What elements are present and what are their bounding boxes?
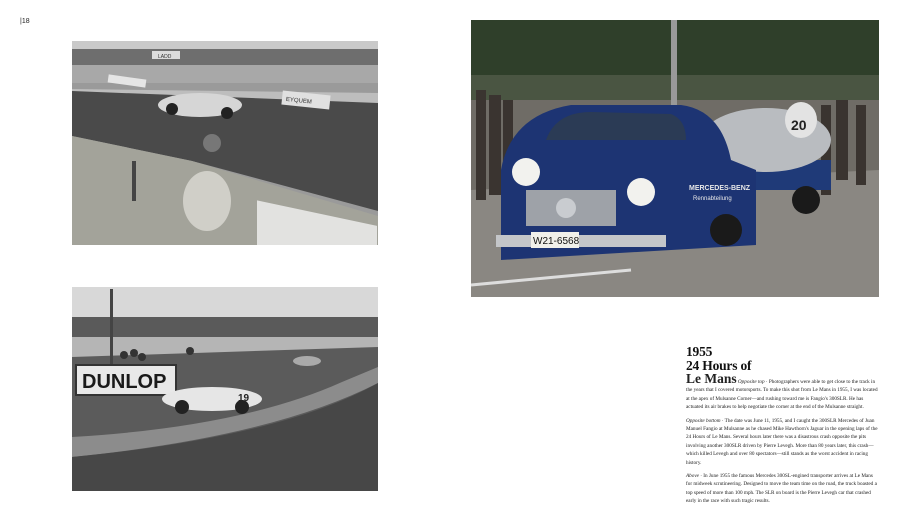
page-number: |18 xyxy=(20,18,30,25)
license-plate: W21-6568 xyxy=(533,236,580,247)
photo-mercedes-transporter xyxy=(471,20,879,297)
truck-lettering: MERCEDES-BENZ xyxy=(689,185,751,192)
caption-paragraph-3 xyxy=(686,472,878,506)
caption-label-opposite-bottom: Opposite bottom xyxy=(686,417,721,424)
truck-lettering-2: Rennabteilung xyxy=(693,196,732,202)
sign-text: LADD xyxy=(158,54,172,60)
caption-paragraph-2 xyxy=(686,417,878,467)
caption-paragraph-1 xyxy=(686,372,878,412)
caption-text-3: · In June 1955 the famous Mercedes 300SL-engined transporter arrives at Le Mans for midweek scrutineering. Designed to move the team time on the road, the truck boasted a top speed of more than 100 mph. The SLR on board is the Pierre Levegh car that crashed early in the race with such tragic results. xyxy=(686,473,877,505)
caption-title-line1: 24 Hours of xyxy=(686,357,752,373)
caption-title-line2: Le Mans xyxy=(686,371,737,386)
caption-label-above: Above xyxy=(686,473,699,480)
sign-text-2: EYQUEM xyxy=(285,96,313,106)
photo-fangio-mulsanne-corner xyxy=(72,41,378,245)
photo-fangio-opening-laps xyxy=(72,287,378,491)
caption-text-2: · The date was June 11, 1955, and I caught the 300SLR Mercedes of Juan Manuel Fangio at Mulsanne as he chased Mike Hawthorn's Jaguar in the opening laps of the 24 Hours of Le Mans. Several hours later there was a disastrous crash opposite the pits involving another 300SLR driven by Pierre Levegh. More than 80 years later, this crash—which killed Levegh and over 80 spectators—still stands as the worst accident in racing history. xyxy=(686,417,878,466)
car-number-19: 19 xyxy=(238,393,250,404)
caption-text-1: · Photographers were able to get close to the track in the years that I covered motorsports. To make this shot from Le Mans in 1955, I was located at the apex of Mulsanne Corner—and rushing toward me is Fangio's 300SLR. He has actuated its air brakes to help negotiate the corner at the end of the Mulsanne straight. xyxy=(686,379,878,411)
dunlop-banner: DUNLOP xyxy=(82,371,167,393)
caption-block xyxy=(686,345,878,511)
caption-label-opposite-top: Opposite top xyxy=(737,379,765,385)
caption-year: 1955 xyxy=(686,344,713,359)
car-number-20: 20 xyxy=(791,117,807,133)
